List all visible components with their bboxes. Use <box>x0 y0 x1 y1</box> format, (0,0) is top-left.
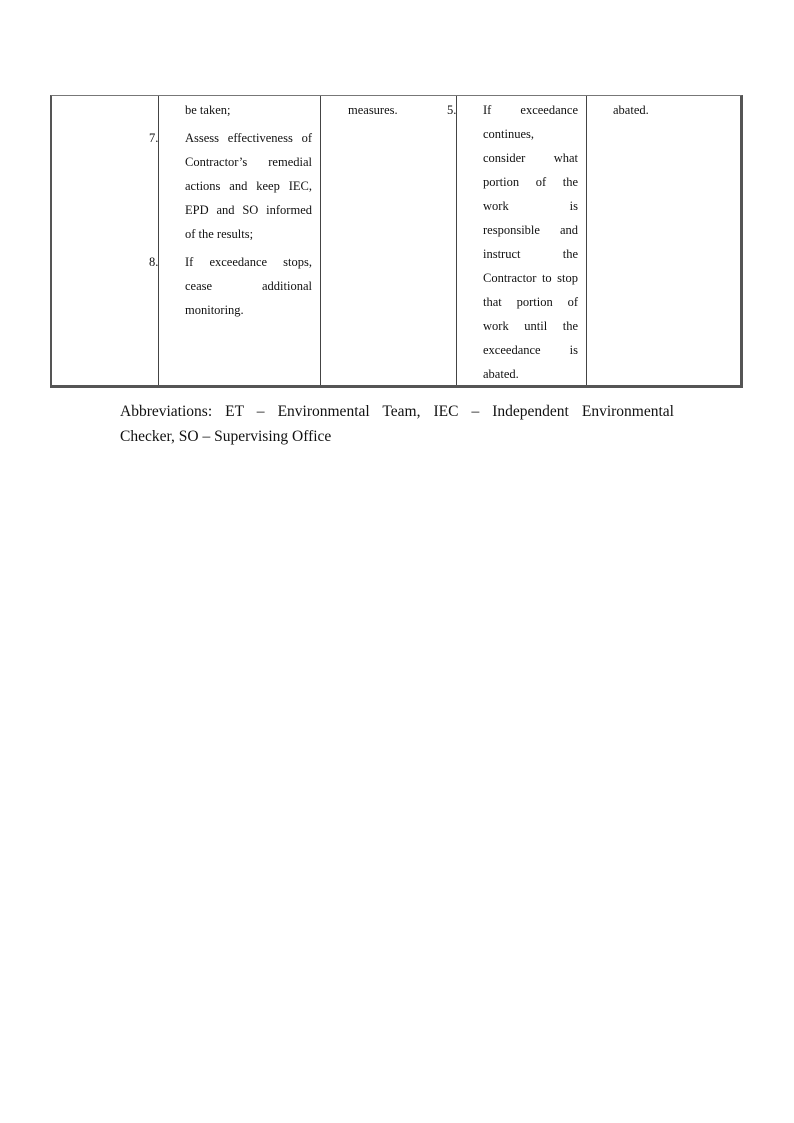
cell-text: be taken; <box>185 103 231 117</box>
list-item-number: 7. <box>149 131 159 145</box>
abbreviations-line: Abbreviations: ET – Environmental Team, IEC – Independent Environmental <box>120 403 674 420</box>
cell-text-line: abated. <box>483 367 519 381</box>
cell-text-line: instruct the <box>483 247 578 261</box>
list-item-8 <box>149 250 312 322</box>
cell-text-line: work is <box>483 199 578 213</box>
list-item-7 <box>149 126 312 246</box>
cell-text-line: cease additional <box>185 279 312 293</box>
cell-text-line: Assess effectiveness of <box>185 131 312 145</box>
cell-text-line: actions and keep IEC, <box>185 179 312 193</box>
cell-text-line: If exceedance <box>483 103 578 117</box>
table-cell-col3 <box>320 96 456 385</box>
cell-text-line: consider what <box>483 151 578 165</box>
cell-text-line: continues, <box>483 127 535 141</box>
cell-text-line: that portion of <box>483 295 578 309</box>
list-item-number: 8. <box>149 255 159 269</box>
action-plan-table <box>50 95 743 388</box>
cell-text-line: of the results; <box>185 227 254 241</box>
cell-text-line: monitoring. <box>185 303 244 317</box>
table-cell-col4 <box>447 96 586 385</box>
cell-text-line: work until the <box>483 319 578 333</box>
cell-text-line: Contractor’s remedial <box>185 155 312 169</box>
cell-text-line: Contractor to stop <box>483 271 578 285</box>
list-item-number: 5. <box>447 103 457 117</box>
cell-text: abated. <box>613 103 649 117</box>
cell-text-line: exceedance is <box>483 343 578 357</box>
table-cell-col1 <box>52 96 158 385</box>
abbreviations-line: Checker, SO – Supervising Office <box>120 428 332 445</box>
cell-text-line: responsible and <box>483 223 578 237</box>
abbreviations-note <box>120 399 674 449</box>
cell-text-line: If exceedance stops, <box>185 255 312 269</box>
cell-text-line: portion of the <box>483 175 578 189</box>
cell-text-line: EPD and SO informed <box>185 203 312 217</box>
cell-text: measures. <box>348 103 398 117</box>
list-item-continued <box>167 98 312 122</box>
list-item-5 <box>447 98 578 386</box>
table-cell-col2 <box>149 96 320 385</box>
table-cell-col5 <box>586 96 740 385</box>
